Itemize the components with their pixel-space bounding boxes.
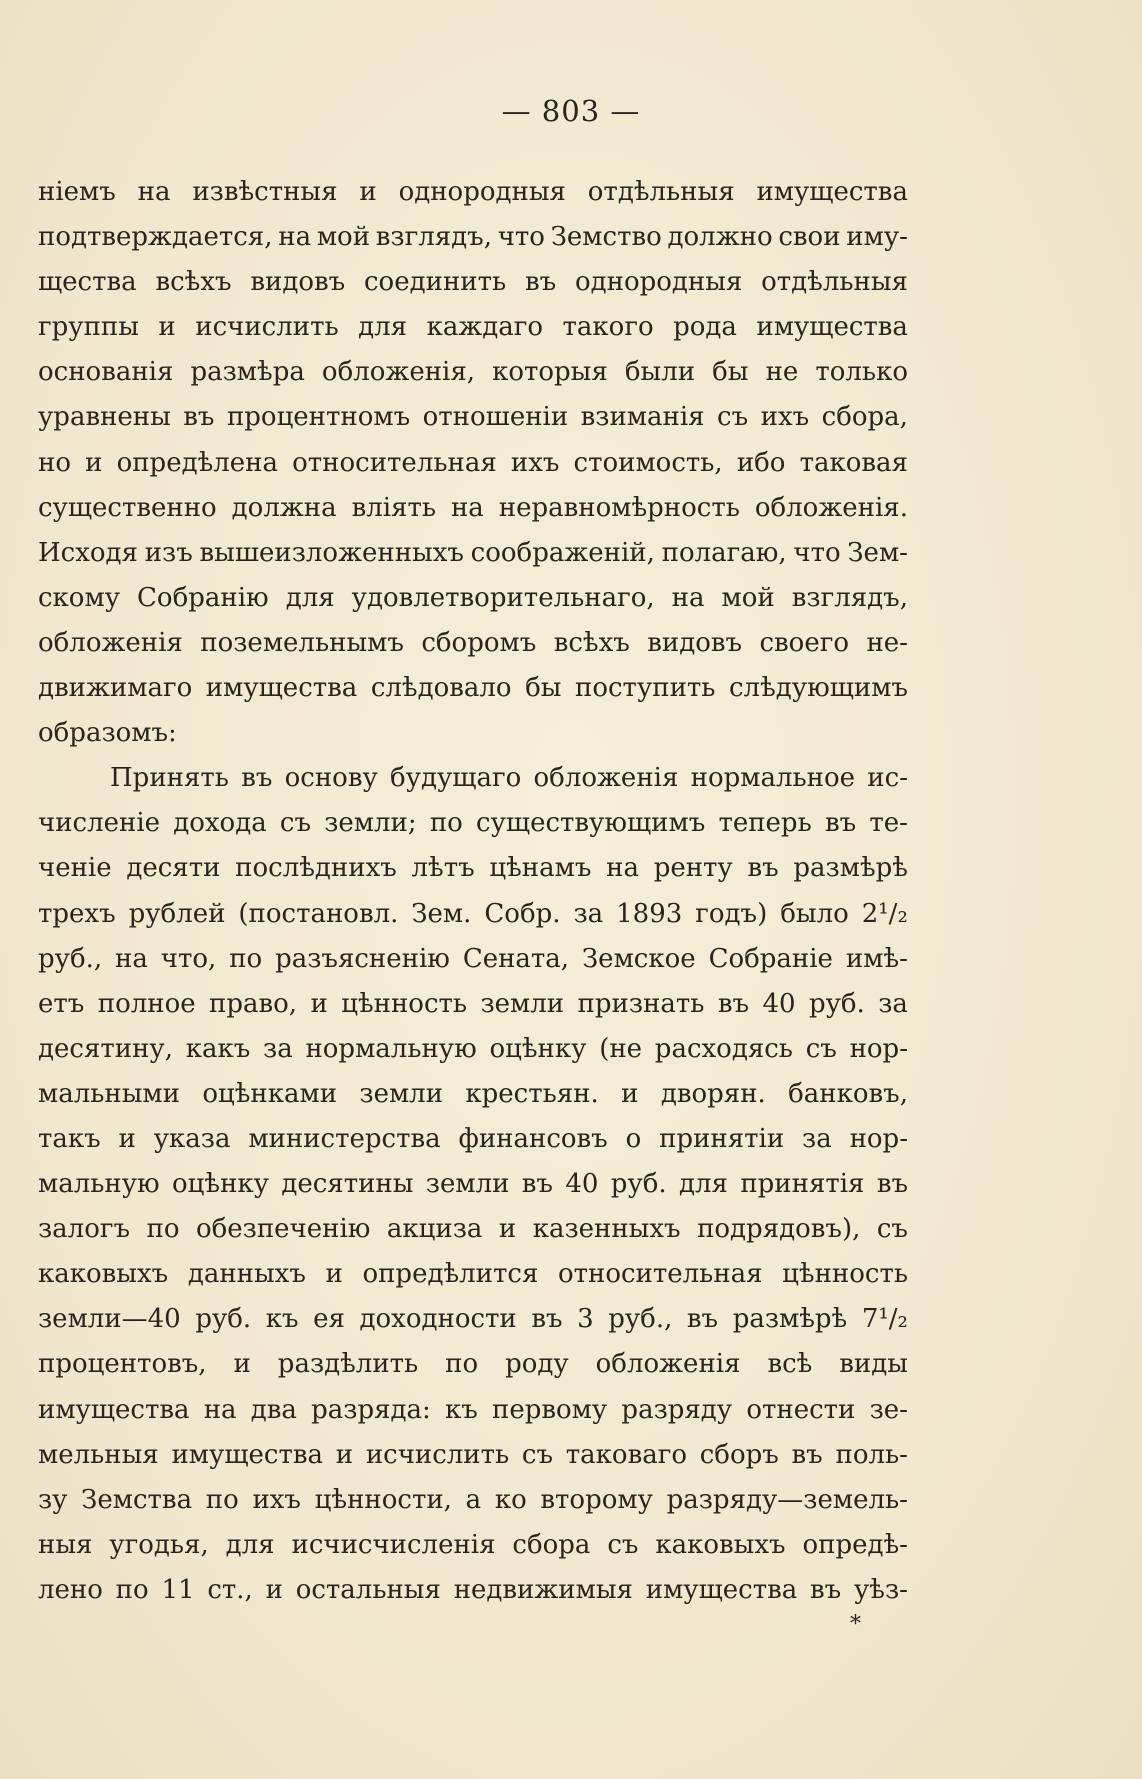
- text-line: такъ и указа министерства финансовъ о принятіи за нор-: [38, 1123, 908, 1154]
- text-line: существенно должна вліять на неравномѣрность обложенія.: [38, 492, 908, 523]
- text-line: Принять въ основу будущаго обложенія нормальное ис-: [110, 763, 908, 794]
- text-line: движимаго имущества слѣдовало бы поступить слѣдующимъ: [38, 673, 908, 704]
- text-line: обложенія поземельнымъ сборомъ всѣхъ видовъ своего не-: [38, 627, 908, 658]
- text-line: ныя угодья, для исчисчисленія сбора съ каковыхъ опредѣ-: [38, 1529, 908, 1560]
- text-line: Исходя изъ вышеизложенныхъ соображеній, полагаю, что Зем-: [38, 537, 908, 568]
- signature-mark: *: [850, 1612, 861, 1637]
- text-line: зу Земства по ихъ цѣнности, а ко второму разряду—земель-: [38, 1484, 908, 1515]
- text-line: десятину, какъ за нормальную оцѣнку (не расходясь съ нор-: [38, 1033, 908, 1064]
- text-line: земли—40 руб. къ ея доходности въ 3 руб., въ размѣрѣ 7¹/₂: [38, 1304, 908, 1335]
- body-text: [38, 170, 908, 1613]
- text-line: залогъ по обезпеченію акциза и казенныхъ подрядовъ), съ: [38, 1214, 908, 1245]
- text-line: образомъ:: [38, 718, 177, 749]
- text-line: основанія размѣра обложенія, которыя были бы не только: [38, 357, 908, 388]
- text-line: имущества на два разряда: къ первому разряду отнести зе-: [38, 1394, 908, 1425]
- text-line: щества всѣхъ видовъ соединить въ однородныя отдѣльныя: [38, 267, 908, 298]
- page-number: — 803 —: [501, 94, 641, 128]
- text-line: ченіе десяти послѣднихъ лѣтъ цѣнамъ на ренту въ размѣрѣ: [38, 853, 908, 884]
- text-line: процентовъ, и раздѣлить по роду обложенія всѣ виды: [38, 1349, 908, 1380]
- text-line: етъ полное право, и цѣнность земли признать въ 40 руб. за: [38, 988, 908, 1019]
- text-line: мельныя имущества и исчислить съ таковаго сборъ въ поль-: [38, 1439, 908, 1470]
- text-line: но и опредѣлена относительная ихъ стоимость, ибо таковая: [38, 447, 908, 478]
- text-line: трехъ рублей (постановл. Зем. Собр. за 1893 годъ) было 2¹/₂: [38, 898, 908, 929]
- text-line: ніемъ на извѣстныя и однородныя отдѣльныя имущества: [38, 177, 908, 207]
- text-line: каковыхъ данныхъ и опредѣлится относительная цѣнность: [38, 1259, 908, 1290]
- text-line: лено по 11 ст., и остальныя недвижимыя имущества въ уѣз-: [38, 1574, 908, 1605]
- text-line: подтверждается, на мой взглядъ, что Земство должно свои иму-: [38, 222, 908, 253]
- text-line: скому Собранію для удовлетворительнаго, на мой взглядъ,: [38, 582, 908, 613]
- paragraph-2: [38, 756, 908, 1613]
- text-line: руб., на что, по разъясненію Сената, Земское Собраніе имѣ-: [38, 943, 908, 974]
- text-line: уравнены въ процентномъ отношеніи взиманія съ ихъ сбора,: [38, 402, 908, 433]
- text-line: мальными оцѣнками земли крестьян. и дворян. банковъ,: [38, 1078, 908, 1109]
- text-line: группы и исчислить для каждаго такого рода имущества: [38, 312, 908, 343]
- text-line: численіе дохода съ земли; по существующимъ теперь въ те-: [38, 808, 908, 839]
- text-line: мальную оцѣнку десятины земли въ 40 руб. для принятія въ: [38, 1169, 908, 1200]
- paragraph-1: [38, 170, 908, 756]
